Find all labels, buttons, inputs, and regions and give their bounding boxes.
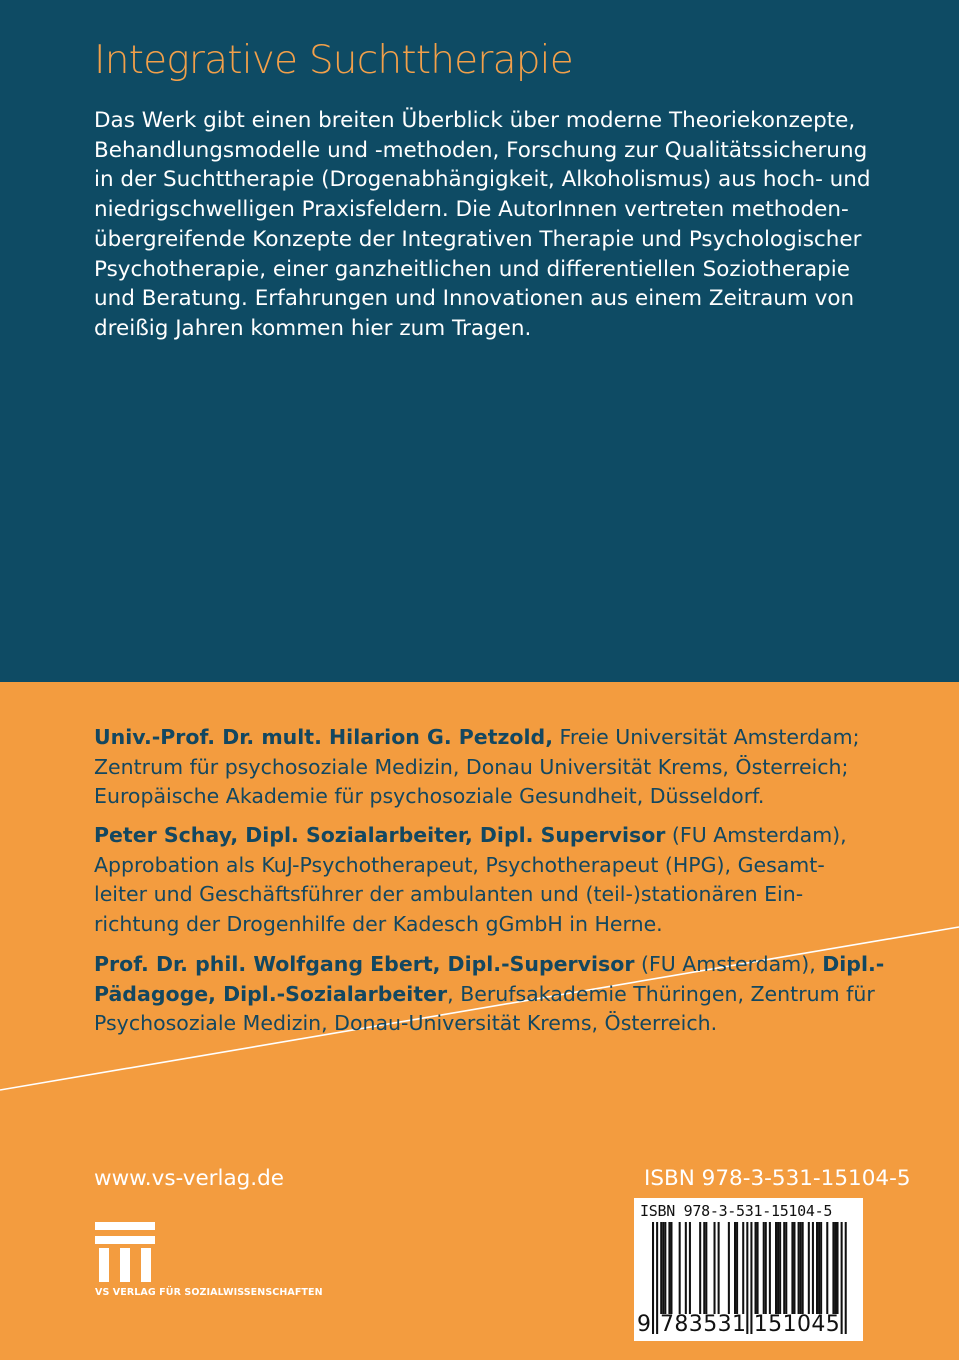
author-bio-petzold (94, 723, 894, 812)
description-line: Das Werk gibt einen breiten Überblick über moderne Theoriekonzepte, (94, 108, 856, 133)
barcode-bar (785, 1222, 787, 1314)
bio-line (94, 1009, 894, 1039)
bio-text: leiter und Geschäftsführer der ambulanten und (teil-)stationären Ein- (94, 882, 804, 906)
barcode-bar (736, 1222, 738, 1314)
barcode-bar (820, 1222, 822, 1314)
bio-line (94, 950, 894, 980)
bio-text: , Berufsakademie Thüringen, Zentrum für (447, 981, 875, 1006)
barcode-bar (670, 1222, 672, 1314)
barcode-bar (816, 1222, 818, 1314)
description-line: in der Suchttherapie (Drogenabhängigkeit, Alkoholismus) aus hoch- und (94, 167, 871, 193)
barcode-bar (685, 1222, 687, 1314)
bio-text: (FU Amsterdam), (665, 823, 847, 847)
barcode-bar (662, 1222, 664, 1314)
barcode-bar (834, 1222, 836, 1314)
bio-text: Freie Universität Amsterdam; (553, 725, 860, 749)
bio-bold-text: Dipl.- (822, 952, 885, 976)
barcode-digits: 783531 151045 (660, 1312, 841, 1337)
barcode-bar (800, 1222, 802, 1314)
bio-line (94, 753, 894, 783)
bio-text: Psychosoziale Medizin, Donau-Universität Krems, Österreich. (94, 1011, 718, 1035)
description-line: niedrigschwelligen Praxisfeldern. Die AutorInnen vertreten methoden- (94, 197, 849, 223)
barcode-isbn-text: ISBN 978-3-531-15104-5 (640, 1202, 833, 1220)
barcode-bar (837, 1222, 839, 1314)
barcode-bar (742, 1222, 744, 1314)
bio-line (94, 723, 894, 753)
bio-line (94, 880, 894, 910)
book-title: Integrative Suchttherapie (94, 38, 573, 83)
barcode-bar (802, 1222, 804, 1314)
publisher-website: www.vs-verlag.de (94, 1166, 285, 1191)
barcode-bar (812, 1222, 814, 1314)
bio-text: Approbation als KuJ-Psychotherapeut, Psychotherapeut (HPG), Gesamt- (94, 852, 825, 877)
barcode-bar (755, 1222, 757, 1314)
barcode-bar (728, 1222, 730, 1314)
author-bio-schay (94, 821, 894, 939)
publisher-logo-text: VS VERLAG FÜR SOZIALWISSENSCHAFTEN (95, 1287, 323, 1298)
bio-bold-text: Pädagoge, Dipl.-Sozialarbeiter (94, 981, 448, 1006)
barcode-bar (714, 1222, 716, 1314)
barcode-bar (763, 1222, 765, 1314)
barcode-bar (845, 1222, 847, 1334)
barcode-bar (703, 1222, 705, 1314)
barcode-bar (826, 1222, 828, 1314)
barcode-bar (757, 1222, 759, 1314)
barcode-bar (699, 1222, 701, 1314)
barcode-bar (783, 1222, 785, 1314)
author-bio-ebert (94, 950, 894, 1039)
isbn-barcode (634, 1198, 863, 1341)
barcode-bar (652, 1222, 654, 1334)
bio-line (94, 851, 894, 881)
barcode-first-digit: 9 (637, 1312, 651, 1337)
book-description (94, 106, 874, 344)
barcode-bar (718, 1222, 720, 1314)
barcode-bar (793, 1222, 795, 1314)
bio-bold-text: Univ.-Prof. Dr. mult. Hilarion G. Petzold, (94, 725, 554, 749)
bio-bold-text: Prof. Dr. phil. Wolfgang Ebert, Dipl.-Supervisor (94, 952, 635, 976)
description-line: und Beratung. Erfahrungen und Innovationen aus einem Zeitraum von (94, 286, 855, 312)
barcode-bar (775, 1222, 777, 1314)
barcode-bar (791, 1222, 793, 1314)
barcode-bar (705, 1222, 707, 1314)
bio-line (94, 821, 894, 851)
bio-text: Zentrum für psychosoziale Medizin, Donau Universität Krems, Österreich; (94, 754, 849, 779)
description-line: Behandlungsmodelle und -methoden, Forschung zur Qualitätssicherung (94, 137, 868, 163)
barcode-bar (734, 1222, 736, 1314)
barcode-bar (818, 1222, 820, 1314)
bio-line (94, 980, 894, 1010)
barcode-bar (664, 1222, 666, 1314)
barcode-bar (656, 1222, 658, 1334)
barcode-bar (765, 1222, 767, 1314)
bio-text: (FU Amsterdam), (634, 952, 823, 976)
publisher-logo-icon (95, 1222, 157, 1284)
barcode-bar (769, 1222, 771, 1314)
barcode-bar (808, 1222, 810, 1314)
barcode-bar (841, 1222, 843, 1334)
description-line: Psychotherapie, einer ganzheitlichen und differentiellen Soziotherapie (94, 256, 850, 282)
description-line: dreißig Jahren kommen hier zum Tragen. (94, 315, 532, 341)
bio-text: Europäische Akademie für psychosoziale Gesundheit, Düsseldorf. (94, 784, 765, 808)
barcode-bar (679, 1222, 681, 1314)
description-line: übergreifende Konzepte der Integrativen Therapie und Psychologischer (94, 226, 862, 252)
barcode-bar (668, 1222, 670, 1314)
bio-line (94, 782, 894, 812)
barcode-bar (660, 1222, 662, 1314)
bio-bold-text: Peter Schay, Dipl. Sozialarbeiter, Dipl. Supervisor (94, 823, 666, 847)
barcode-bar (777, 1222, 779, 1314)
barcode-bar (689, 1222, 691, 1314)
isbn-label: ISBN 978-3-531-15104-5 (644, 1166, 911, 1191)
bio-line (94, 910, 894, 940)
barcode-bar (832, 1222, 834, 1314)
bio-text: richtung der Drogenhilfe der Kadesch gGmbH in Herne. (94, 911, 663, 936)
barcode-bar (779, 1222, 781, 1314)
barcode-bar (798, 1222, 800, 1314)
